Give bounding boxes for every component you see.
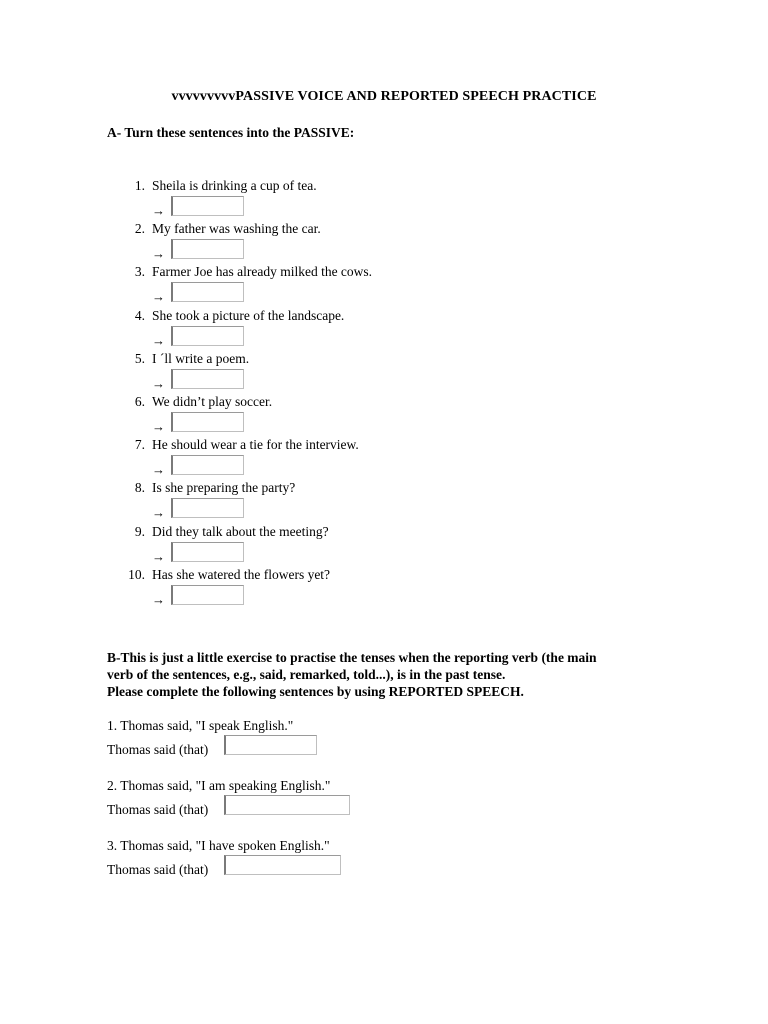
item-sentence: Is she preparing the party? bbox=[152, 480, 296, 496]
list-item bbox=[107, 437, 667, 480]
item-sentence: Sheila is drinking a cup of tea. bbox=[152, 178, 317, 193]
arrow-icon: → bbox=[152, 591, 165, 607]
answer-field[interactable] bbox=[171, 369, 244, 389]
item-number: 1. bbox=[134, 178, 145, 193]
item-sentence: He should wear a tie for the interview. bbox=[152, 437, 359, 453]
answer-label: Thomas said (that) bbox=[107, 862, 209, 877]
reported-speech-item bbox=[107, 718, 667, 759]
list-item bbox=[107, 394, 667, 437]
answer-field[interactable] bbox=[171, 585, 244, 605]
item-sentence: Did they talk about the meeting? bbox=[152, 523, 329, 539]
passive-exercise-list bbox=[107, 178, 667, 610]
section-b-line: B-This is just a little exercise to practise the tenses when the reporting verb (the main bbox=[107, 650, 597, 665]
answer-field[interactable] bbox=[171, 196, 244, 216]
arrow-icon: → bbox=[152, 332, 165, 348]
item-number: 9. bbox=[134, 523, 145, 539]
arrow-icon: → bbox=[152, 462, 165, 478]
item-sentence: I ´ll write a poem. bbox=[152, 350, 250, 366]
answer-row bbox=[107, 735, 667, 759]
answer-row bbox=[107, 795, 667, 819]
section-b-instructions bbox=[107, 649, 667, 700]
answer-label: Thomas said (that) bbox=[107, 742, 209, 757]
answer-field[interactable] bbox=[171, 542, 244, 562]
answer-label: Thomas said (that) bbox=[107, 802, 209, 817]
reported-speech-item bbox=[107, 778, 667, 819]
item-number: 10. bbox=[128, 566, 145, 582]
list-item bbox=[107, 264, 667, 307]
item-sentence: My father was washing the car. bbox=[152, 221, 321, 237]
item-number: 5. bbox=[134, 350, 145, 366]
item-number: 8. bbox=[134, 480, 145, 496]
list-item bbox=[107, 178, 667, 221]
item-sentence: Has she watered the flowers yet? bbox=[152, 566, 331, 582]
arrow-icon: → bbox=[152, 548, 165, 564]
item-sentence: She took a picture of the landscape. bbox=[152, 307, 345, 323]
arrow-icon: → bbox=[152, 375, 165, 391]
page-title: vvvvvvvvvPASSIVE VOICE AND REPORTED SPEECH PRACTICE bbox=[171, 89, 597, 104]
list-item bbox=[107, 351, 667, 394]
list-item bbox=[107, 480, 667, 523]
list-item bbox=[107, 524, 667, 567]
item-number: 6. bbox=[134, 393, 145, 409]
item-sentence: Farmer Joe has already milked the cows. bbox=[152, 264, 373, 280]
answer-field[interactable] bbox=[171, 455, 244, 475]
reported-speech-question: 3. Thomas said, "I have spoken English." bbox=[107, 838, 330, 853]
answer-field[interactable] bbox=[171, 239, 244, 259]
item-number: 2. bbox=[134, 221, 145, 237]
reported-speech-item bbox=[107, 838, 667, 879]
answer-field[interactable] bbox=[224, 735, 317, 755]
list-item bbox=[107, 308, 667, 351]
list-item bbox=[107, 221, 667, 264]
arrow-icon: → bbox=[152, 418, 165, 434]
arrow-icon: → bbox=[152, 505, 165, 521]
answer-field[interactable] bbox=[224, 795, 350, 815]
item-number: 4. bbox=[134, 307, 145, 323]
item-sentence: We didn’t play soccer. bbox=[152, 393, 273, 409]
section-b-line: Please complete the following sentences by using REPORTED SPEECH. bbox=[107, 684, 524, 699]
answer-field[interactable] bbox=[171, 282, 244, 302]
list-item bbox=[107, 567, 667, 610]
section-a-heading: A- Turn these sentences into the PASSIVE: bbox=[107, 125, 355, 140]
reported-speech-question: 1. Thomas said, "I speak English." bbox=[107, 718, 294, 733]
answer-field[interactable] bbox=[224, 855, 341, 875]
answer-row bbox=[107, 855, 667, 879]
arrow-icon: → bbox=[152, 203, 165, 218]
answer-field[interactable] bbox=[171, 412, 244, 432]
arrow-icon: → bbox=[152, 289, 165, 305]
item-number: 7. bbox=[134, 437, 145, 453]
answer-field[interactable] bbox=[171, 326, 244, 346]
answer-field[interactable] bbox=[171, 498, 244, 518]
item-number: 3. bbox=[134, 264, 145, 280]
arrow-icon: → bbox=[152, 246, 165, 262]
section-b-line: verb of the sentences, e.g., said, remarked, told...), is in the past tense. bbox=[107, 667, 506, 682]
reported-speech-question: 2. Thomas said, "I am speaking English." bbox=[107, 778, 331, 793]
